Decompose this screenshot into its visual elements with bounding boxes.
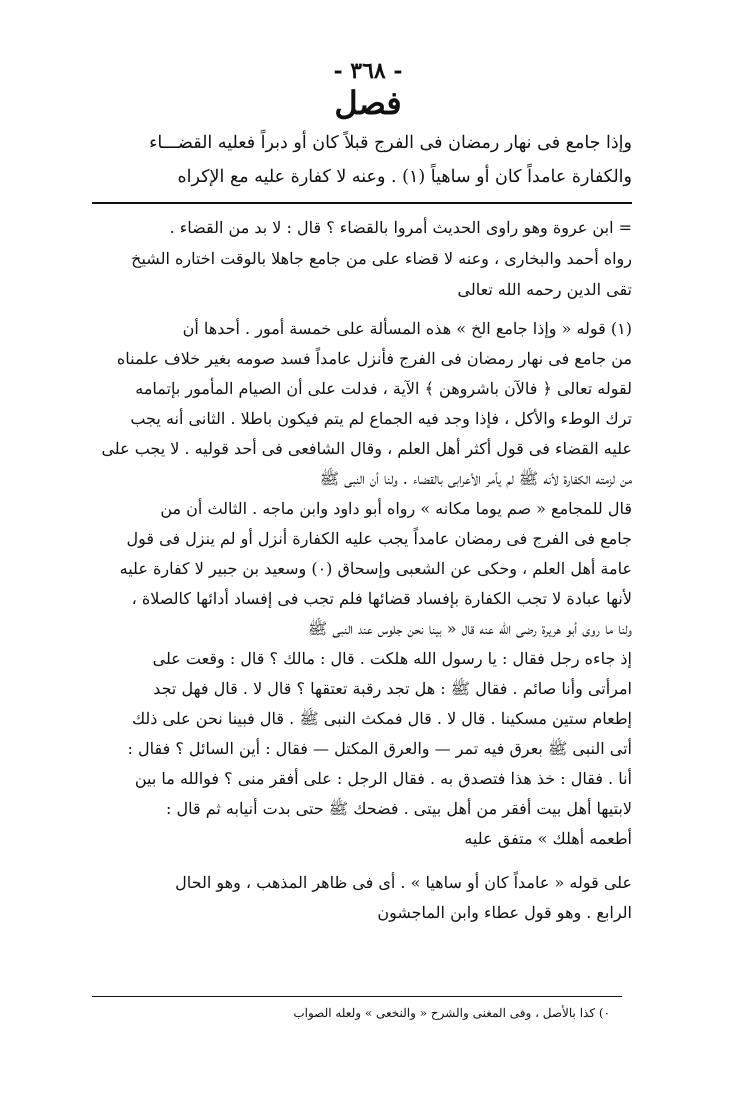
commentary-line: إطعام ستين مسكينا . قال لا . قال فمكث النبى ﷺ . قال فبينا نحن على ذلك bbox=[131, 709, 632, 728]
commentary-line: الرابع . وهو قول عطاء وابن الماجشون bbox=[377, 903, 632, 922]
main-text-line: والكفارة عامداً كان أو ساهياً (١) . وعنه لا كفارة عليه مع الإكراه bbox=[177, 167, 632, 187]
commentary-line: من لزمته الكفارة لأنه ﷺ لم يأمر الأعرابى بالقضاء . ولنا أن النبى ﷺ bbox=[319, 469, 632, 488]
commentary-line: امرأتى وأنا صائم . فقال ﷺ : هل تجد رقبة تعتقها ؟ قال لا . قال فهل تجد bbox=[153, 679, 632, 698]
commentary-line: عامة أهل العلم ، وحكى عن الشعبى وإسحاق (٠) وسعيد بن جبير لا كفارة عليه bbox=[119, 559, 632, 578]
main-text bbox=[92, 126, 632, 194]
page-number: - ٣٦٨ - bbox=[333, 58, 403, 84]
commentary-line: أطعمه أهلك » متفق عليه bbox=[464, 829, 632, 848]
main-text-divider bbox=[92, 202, 632, 204]
main-text-line: وإذا جامع فى نهار رمضان فى الفرج قبلاً كان أو دبراً فعليه القضـــاء bbox=[149, 133, 632, 153]
section-title: فصل bbox=[334, 84, 402, 122]
commentary-line: عليه القضاء فى قول أكثر أهل العلم ، وقال الشافعى فى أحد قوليه . لا يجب على bbox=[101, 439, 632, 458]
commentary-line: إذ جاءه رجل فقال : يا رسول الله هلكت . قال : مالك ؟ قال : وقعت على bbox=[152, 649, 632, 668]
note-line: = ابن عروة وهو راوى الحديث أمروا بالقضاء ؟ قال : لا بد من القضاء . bbox=[169, 218, 632, 237]
commentary-line: ترك الوطء والأكل ، فإذا وجد فيه الجماع لم يتم فيكون باطلا . الثانى أنه يجب bbox=[130, 409, 632, 428]
commentary-line: لأنها عبادة لا تجب الكفارة بإفساد قضائها فلم تجب فى إفساد أدائها كالصلاة ، bbox=[131, 589, 632, 608]
commentary-line: (١) قوله « وإذا جامع الخ » هذه المسألة على خمسة أمور . أحدها أن bbox=[182, 319, 632, 338]
footnote-divider bbox=[92, 996, 622, 997]
commentary-line: من جامع فى نهار رمضان فى الفرج فأنزل عامداً فسد صومه بغير خلاف علمناه bbox=[116, 349, 632, 368]
commentary-line: قال للمجامع « صم يوما مكانه » رواه أبو داود وابن ماجه . الثالث أن من bbox=[160, 499, 632, 518]
commentary-line: أتى النبى ﷺ بعرق فيه تمر — والعرق المكتل — فقال : أين السائل ؟ فقال : bbox=[127, 739, 632, 758]
commentary bbox=[92, 314, 632, 928]
commentary-line: ولنا ما روى أبو هريرة رضى الله عنه قال « بينا نحن جلوس عند النبى ﷺ bbox=[307, 619, 632, 638]
note-line: رواه أحمد والبخارى ، وعنه لا قضاء على من جامع جاهلا بالوقت اختاره الشيخ bbox=[131, 249, 632, 268]
continued-notes bbox=[92, 212, 632, 305]
note-line: تقى الدين رحمه الله تعالى bbox=[457, 280, 632, 299]
commentary-line: لقوله تعالى ﴿ فالآن باشروهن ﴾ الآية ، فدلت على أن الصيام المأمور بإتمامه bbox=[135, 379, 632, 398]
commentary-line: على قوله « عامداً كان أو ساهيا » . أى فى ظاهر المذهب ، وهو الحال bbox=[175, 873, 632, 892]
commentary-line: جامع فى الفرج فى رمضان عامداً يجب عليه الكفارة أنزل أو لم ينزل فى قول bbox=[126, 529, 632, 548]
commentary-line: أنا . فقال : خذ هذا فتصدق به . فقال الرجل : على أفقر منى ؟ فوالله ما بين bbox=[134, 769, 632, 788]
footnote: ٠) كذا بالأصل ، وفى المغنى والشرح « والنخعى » ولعله الصواب bbox=[293, 1006, 610, 1020]
commentary-line: لابتيها أهل بيت أفقر من أهل بيتى . فضحك ﷺ حتى بدت أنيابه ثم قال : bbox=[166, 799, 632, 818]
